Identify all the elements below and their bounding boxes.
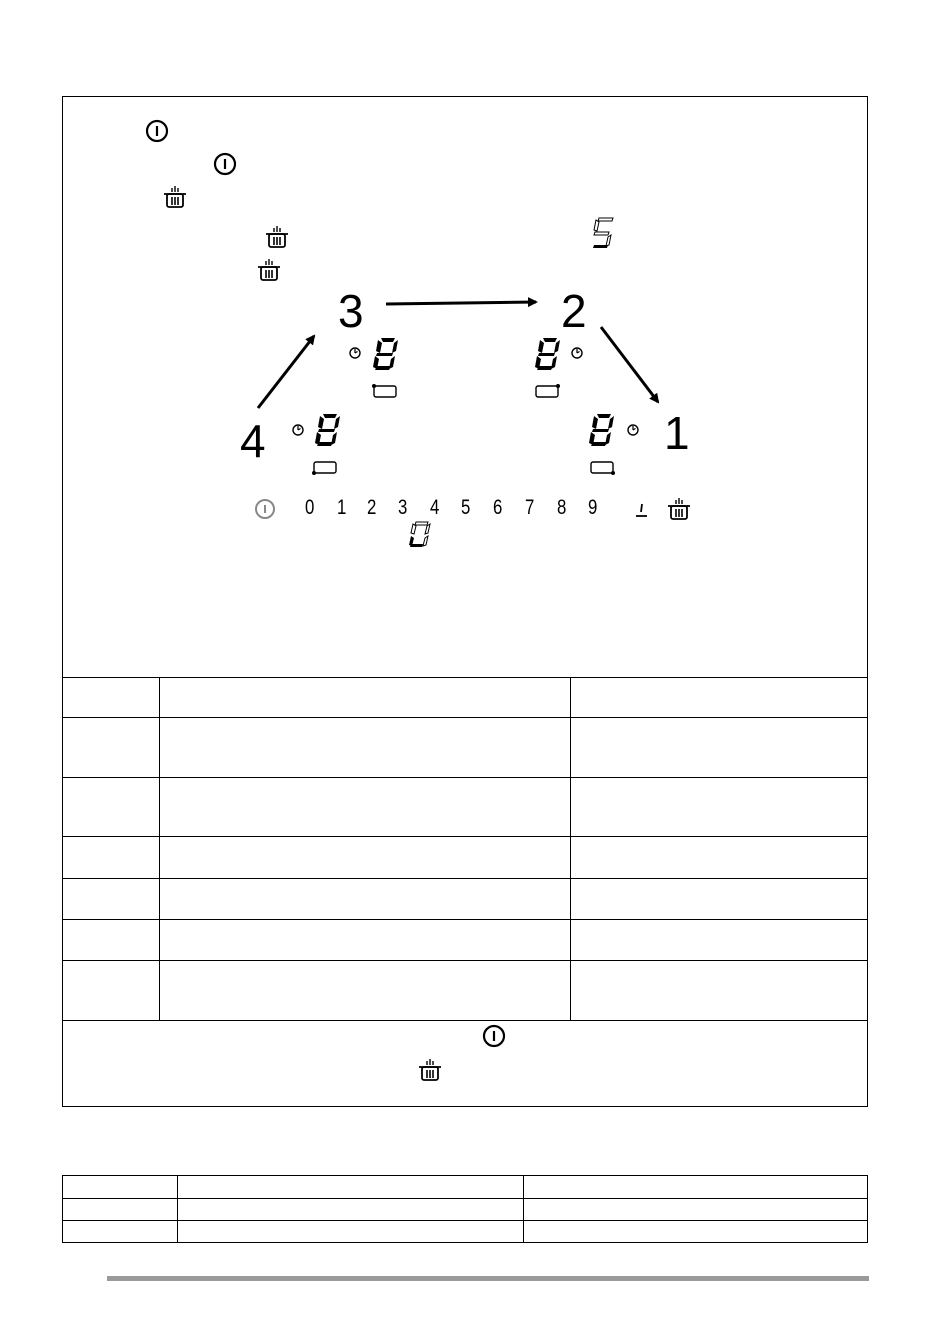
pot-icon [164, 186, 186, 207]
table-cell [63, 1221, 178, 1243]
table-cell [159, 778, 570, 837]
zone-indicator-icon [536, 384, 560, 397]
seven-segment-display-icon [409, 522, 430, 547]
table-cell [571, 718, 868, 778]
scale-digit[interactable]: 5 [461, 496, 471, 519]
scale-digit[interactable]: 3 [398, 496, 408, 519]
table-cell [571, 879, 868, 920]
footer-divider [107, 1276, 869, 1281]
seven-segment-display-icon [315, 414, 340, 446]
scale-digit[interactable]: 0 [305, 496, 315, 519]
zone-indicator-icon [312, 462, 336, 475]
table-row [63, 718, 868, 778]
power-icon [147, 121, 167, 141]
table-row [63, 778, 868, 837]
table-cell [571, 678, 868, 718]
scale-digit[interactable]: 7 [525, 496, 535, 519]
table-cell [63, 778, 160, 837]
power-icon[interactable] [256, 500, 274, 518]
pot-icon [258, 259, 280, 280]
arrow-4-to-3 [258, 336, 314, 408]
pot-icon[interactable] [668, 498, 690, 519]
table-row [63, 879, 868, 920]
main-table [62, 677, 868, 1021]
zone-label-4: 4 [240, 415, 266, 467]
timer-icon [628, 425, 638, 435]
table-cell [524, 1176, 868, 1199]
seven-segment-display-icon [535, 338, 560, 370]
boost-icon[interactable] [636, 504, 647, 516]
pot-icon [419, 1059, 441, 1080]
table-cell [159, 678, 570, 718]
table-cell [63, 1176, 178, 1199]
table-row [63, 1176, 868, 1199]
zone-indicator-icon [372, 384, 396, 397]
note-icons [470, 1022, 530, 1082]
table-cell [159, 718, 570, 778]
table-cell [571, 837, 868, 879]
table-cell [177, 1176, 524, 1199]
scale-digit[interactable]: 8 [557, 496, 567, 519]
note-pot-icon-wrap [410, 1052, 450, 1092]
table-cell [63, 678, 160, 718]
zone-label-1: 1 [664, 407, 690, 459]
arrow-2-to-1 [601, 327, 658, 402]
table-cell [63, 879, 160, 920]
table-cell [63, 718, 160, 778]
table-cell [177, 1199, 524, 1221]
table-cell [177, 1221, 524, 1243]
table-cell [63, 920, 160, 961]
pot-icon [266, 226, 288, 247]
table-cell [571, 778, 868, 837]
table-cell [63, 837, 160, 879]
scale-digit[interactable]: 6 [493, 496, 503, 519]
table-cell [159, 879, 570, 920]
power-icon [484, 1026, 504, 1046]
seven-segment-display-icon [589, 414, 614, 446]
table-cell [524, 1199, 868, 1221]
scale-digit[interactable]: 4 [430, 496, 440, 519]
table-cell [159, 920, 570, 961]
seven-segment-display-icon [593, 218, 613, 248]
table-cell [571, 920, 868, 961]
table-row [63, 961, 868, 1021]
table-row [63, 1221, 868, 1243]
power-icon [215, 154, 235, 174]
table-cell [159, 961, 570, 1021]
table-row [63, 678, 868, 718]
table-cell [159, 837, 570, 879]
table-row [63, 1199, 868, 1221]
timer-icon [572, 348, 582, 358]
scale-digit[interactable]: 9 [588, 496, 598, 519]
arrow-3-to-2 [386, 302, 536, 304]
timer-icon [293, 425, 303, 435]
table-row [63, 920, 868, 961]
zone-indicator-icon [591, 462, 615, 475]
scale-digit[interactable]: 1 [337, 496, 347, 519]
zone-label-3: 3 [338, 285, 364, 337]
seven-segment-display-icon [373, 338, 398, 370]
table-cell [524, 1221, 868, 1243]
scale-digit[interactable]: 2 [367, 496, 377, 519]
secondary-table [62, 1175, 868, 1243]
table-cell [571, 961, 868, 1021]
table-cell [63, 961, 160, 1021]
zone-label-2: 2 [561, 285, 587, 337]
table-cell [63, 1199, 178, 1221]
table-row [63, 837, 868, 879]
timer-icon [350, 348, 360, 358]
